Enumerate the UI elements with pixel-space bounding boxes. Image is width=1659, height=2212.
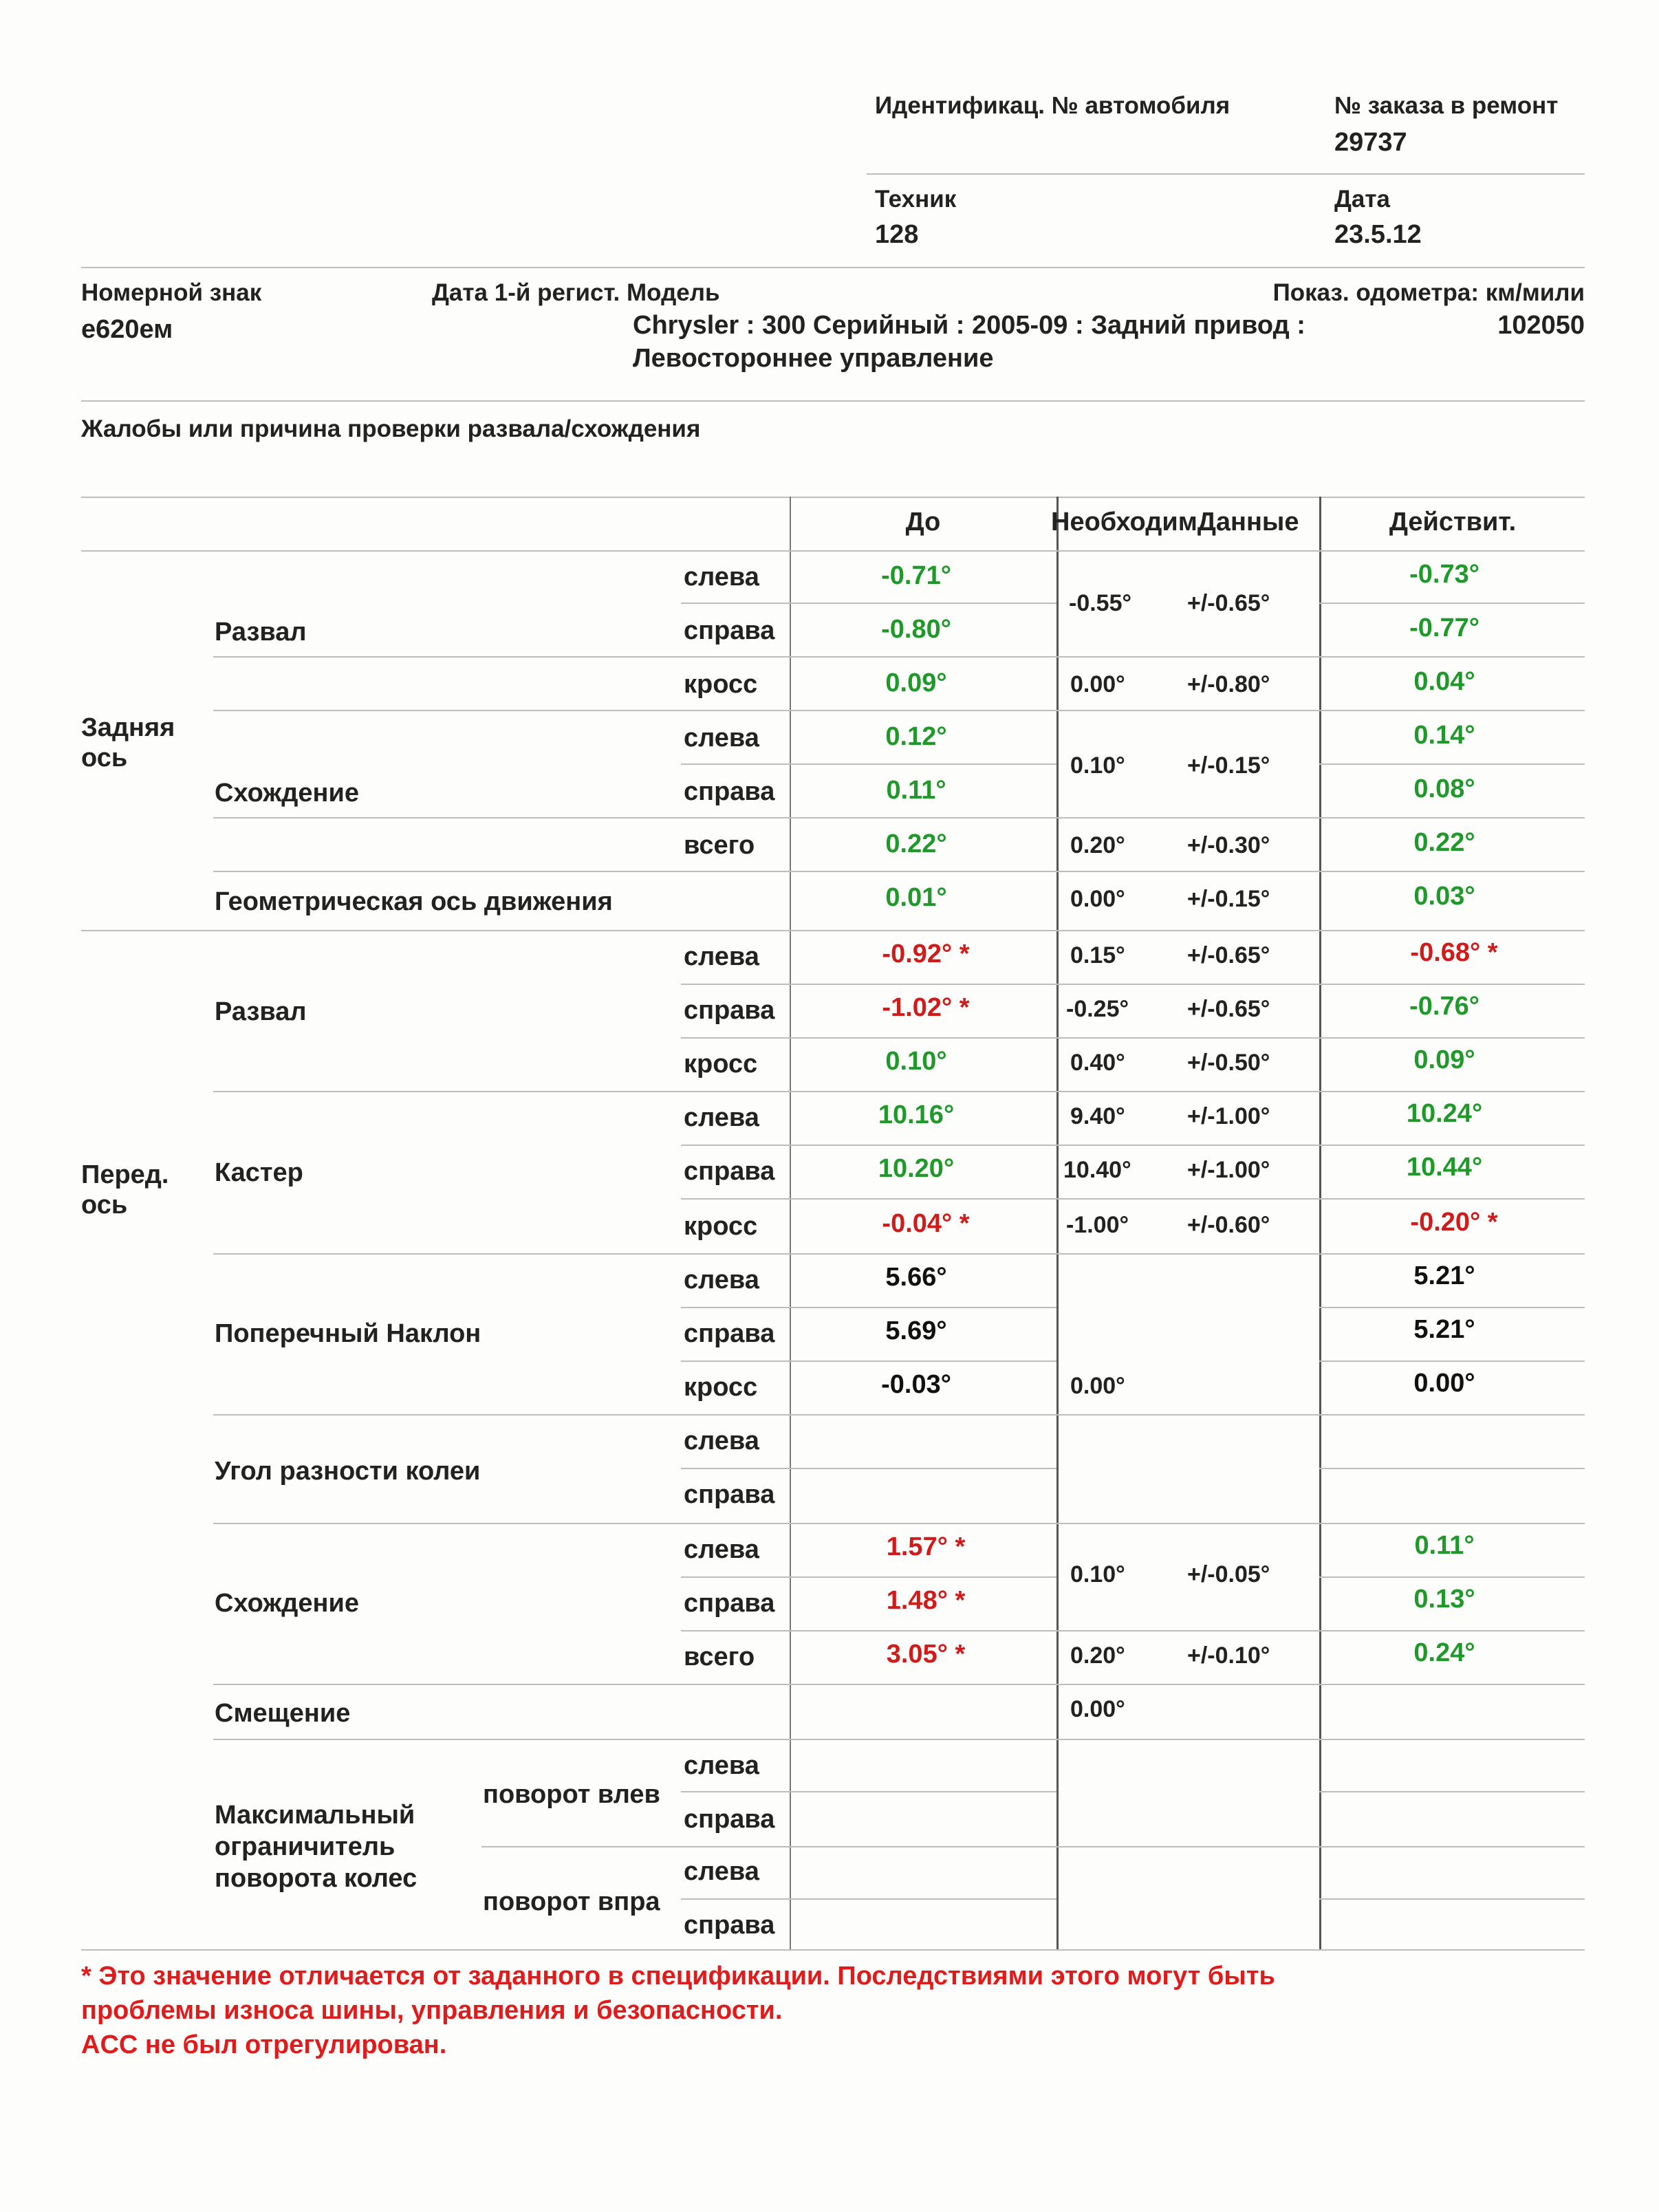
spec-tolerance: +/-0.65° [1187, 942, 1270, 968]
spec-value: 0.15° [1070, 942, 1125, 968]
side-label: справа [684, 1319, 775, 1348]
side-label: слева [684, 1427, 759, 1455]
date-label: Дата [1334, 186, 1391, 213]
param-turn-right: поворот впра [483, 1887, 660, 1916]
model-line-1: Chrysler : 300 Серийный : 2005-09 : Задний привод : [633, 311, 1305, 340]
actual-value: 0.24° [1413, 1638, 1475, 1667]
spec-tolerance: +/-1.00° [1187, 1157, 1270, 1183]
before-value: 0.10° [885, 1047, 947, 1076]
side-label: слева [684, 1266, 759, 1294]
order-value: 29737 [1334, 128, 1407, 157]
before-value: 10.16° [878, 1100, 955, 1129]
side-label: слева [684, 1857, 759, 1886]
actual-value: -0.20° * [1410, 1208, 1498, 1237]
before-value: -0.80° [881, 615, 951, 644]
col-actual: Действит. [1389, 508, 1517, 536]
param-max-turn: Максимальный ограничитель поворота колес [215, 1801, 418, 1893]
before-value: 0.22° [885, 830, 947, 858]
col-required-data [1051, 508, 1319, 537]
spec-tolerance: +/-0.60° [1187, 1212, 1270, 1238]
side-label: кросс [684, 1050, 758, 1078]
side-label: всего [684, 1642, 755, 1671]
spec-value: 9.40° [1070, 1103, 1125, 1129]
param-sai: Поперечный Наклон [215, 1319, 481, 1348]
before-value: 3.05° * [886, 1640, 966, 1669]
vin-label: Идентификац. № автомобиля [875, 92, 1230, 119]
actual-value: 0.08° [1413, 774, 1475, 803]
spec-value: -0.25° [1066, 996, 1129, 1022]
spec-tolerance: +/-0.15° [1187, 752, 1270, 779]
date-value: 23.5.12 [1334, 220, 1422, 249]
param-toe-out-turns: Угол разности колеи [215, 1457, 481, 1486]
spec-tolerance: +/-0.05° [1187, 1561, 1270, 1587]
group-rear-axle: Задняя ось [81, 713, 175, 772]
side-label: всего [684, 831, 755, 860]
before-value: 5.66° [885, 1263, 947, 1292]
spec-value: 0.20° [1070, 832, 1125, 858]
actual-value: 0.22° [1413, 828, 1475, 857]
side-label: справа [684, 1589, 775, 1618]
actual-value: 0.13° [1413, 1585, 1475, 1614]
footer-line-1: * Это значение отличается от заданного в спецификации. Последствиями этого могут быть [81, 1962, 1275, 1991]
side-label: справа [684, 996, 775, 1025]
side-label: слева [684, 724, 759, 752]
plate-label: Номерной знак [81, 279, 262, 306]
group-front-axle: Перед. ось [81, 1160, 169, 1219]
side-label: справа [684, 1911, 775, 1940]
spec-value: -0.55° [1069, 590, 1132, 616]
spec-tolerance: +/-0.80° [1187, 671, 1270, 697]
param-rear-toe: Схождение [215, 779, 359, 807]
param-thrust: Геометрическая ось движения [215, 887, 613, 916]
before-value: 5.69° [885, 1316, 947, 1345]
side-label: кросс [684, 670, 758, 699]
before-value: -0.03° [881, 1370, 951, 1399]
spec-value: 10.40° [1063, 1157, 1131, 1183]
side-label: справа [684, 1157, 775, 1186]
param-front-toe: Схождение [215, 1589, 359, 1618]
reg-model-label: Дата 1-й регист. Модель [432, 279, 720, 306]
side-label: слева [684, 942, 759, 971]
actual-value: -0.77° [1409, 614, 1479, 642]
side-label: справа [684, 1805, 775, 1834]
before-value: 1.57° * [886, 1532, 966, 1561]
param-setback: Смещение [215, 1699, 351, 1728]
before-value: -0.71° [881, 561, 951, 590]
side-label: слева [684, 1103, 759, 1132]
spec-tolerance: +/-0.15° [1187, 886, 1270, 912]
param-front-camber: Развал [215, 997, 307, 1026]
model-line-2: Левостороннее управление [633, 344, 994, 373]
spec-tolerance: +/-0.65° [1187, 590, 1270, 616]
side-label: справа [684, 777, 775, 806]
param-rear-camber: Развал [215, 618, 307, 647]
odometer-label: Показ. одометра: км/мили [1272, 279, 1585, 306]
plate-value: е620ем [81, 315, 173, 344]
actual-value: 0.04° [1413, 667, 1475, 696]
side-label: слева [684, 563, 759, 592]
spec-value: 0.00° [1070, 886, 1125, 912]
before-value: 0.09° [885, 669, 947, 697]
spec-value: 0.40° [1070, 1050, 1125, 1076]
side-label: справа [684, 616, 775, 645]
spec-value: 0.10° [1070, 1561, 1125, 1587]
spec-tolerance: +/-0.10° [1187, 1642, 1270, 1669]
spec-tolerance: +/-1.00° [1187, 1103, 1270, 1129]
footer-note [81, 1959, 1275, 2062]
actual-value: 0.00° [1413, 1369, 1475, 1398]
spec-tolerance: +/-0.50° [1187, 1050, 1270, 1076]
actual-value: -0.73° [1409, 560, 1479, 589]
side-label: справа [684, 1480, 775, 1509]
side-label: слева [684, 1751, 759, 1780]
param-turn-left: поворот влев [483, 1780, 660, 1809]
spec-value: 0.20° [1070, 1642, 1125, 1669]
actual-value: 0.14° [1413, 721, 1475, 750]
footer-line-2: проблемы износа шины, управления и безопасности. [81, 1996, 783, 2025]
complaint-label: Жалобы или причина проверки развала/схождения [81, 415, 701, 442]
tech-label: Техник [875, 186, 957, 213]
actual-value: 0.09° [1413, 1045, 1475, 1074]
spec-value: 0.00° [1070, 671, 1125, 697]
side-label: слева [684, 1535, 759, 1564]
spec-tolerance: +/-0.65° [1187, 996, 1270, 1022]
spec-value: 0.00° [1070, 1373, 1125, 1399]
actual-value: 5.21° [1413, 1315, 1475, 1344]
before-value: -0.04° * [882, 1209, 970, 1238]
before-value: 0.01° [885, 883, 947, 912]
before-value: 10.20° [878, 1154, 955, 1183]
actual-value: 0.11° [1414, 1531, 1475, 1560]
spec-value: 0.10° [1070, 752, 1125, 779]
footer-line-3: ACC не был отрегулирован. [81, 2030, 447, 2059]
actual-value: 10.44° [1406, 1153, 1483, 1182]
col-required: Необходим [1051, 508, 1197, 536]
spec-value: -1.00° [1066, 1212, 1129, 1238]
before-value: -0.92° * [882, 940, 970, 968]
before-value: 0.11° [886, 776, 946, 805]
before-value: -1.02° * [882, 993, 970, 1022]
before-value: 0.12° [885, 722, 947, 751]
actual-value: -0.68° * [1410, 938, 1498, 967]
spec-tolerance: +/-0.30° [1187, 832, 1270, 858]
side-label: кросс [684, 1212, 758, 1241]
before-value: 1.48° * [886, 1586, 966, 1615]
col-data: Данные [1197, 508, 1299, 536]
actual-value: 5.21° [1413, 1261, 1475, 1290]
tech-value: 128 [875, 220, 919, 249]
actual-value: 0.03° [1413, 882, 1475, 911]
odometer-value: 102050 [1497, 311, 1585, 340]
order-label: № заказа в ремонт [1334, 92, 1559, 119]
side-label: кросс [684, 1373, 758, 1402]
actual-value: -0.76° [1409, 992, 1479, 1021]
col-before: До [905, 508, 941, 536]
spec-value: 0.00° [1070, 1696, 1125, 1722]
param-caster: Кастер [215, 1158, 303, 1187]
actual-value: 10.24° [1406, 1099, 1483, 1128]
